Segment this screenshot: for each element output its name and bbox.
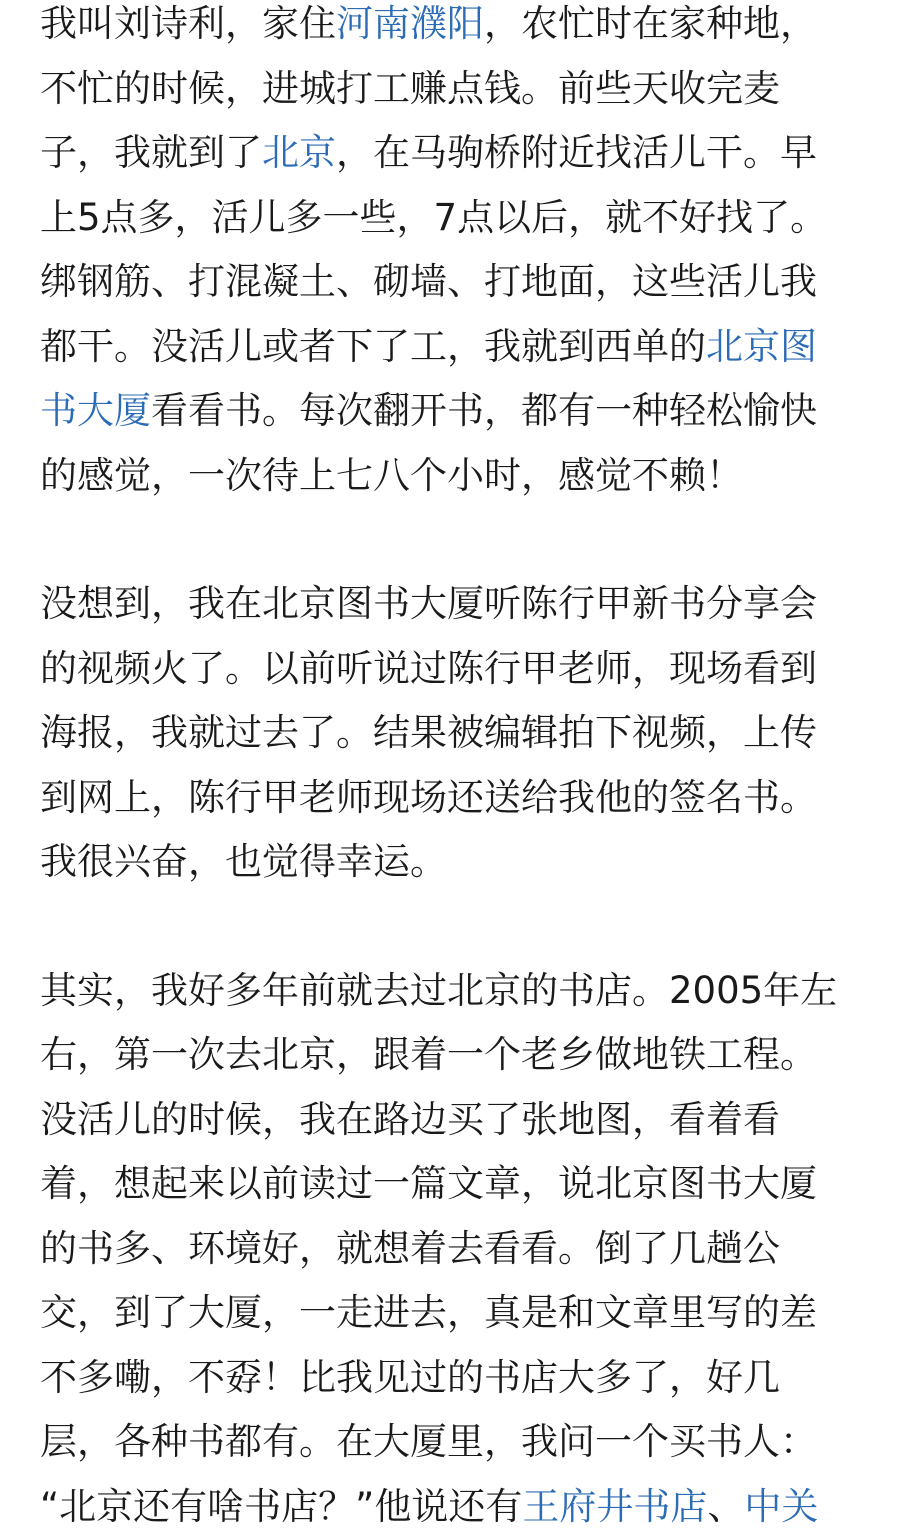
link-beijing-book-building[interactable]: 北京图 xyxy=(706,325,817,368)
text-span: 层，各种书都有。在大厦里，我问一个买书人： xyxy=(40,1420,817,1463)
link-wangfujing-bookstore[interactable]: 王府井书店 xyxy=(522,1485,707,1528)
text-line xyxy=(40,379,870,444)
text-span: 、 xyxy=(707,1485,744,1528)
text-span: 着，想起来以前读过一篇文章，说北京图书大厦 xyxy=(40,1162,817,1205)
text-line xyxy=(40,1088,870,1153)
text-line xyxy=(40,1217,870,1282)
paragraph-2 xyxy=(40,572,870,895)
text-span: 上5点多，活儿多一些，7点以后，就不好找了。 xyxy=(40,196,827,239)
text-span: 都干。没活儿或者下了工，我就到西单的 xyxy=(40,325,706,368)
link-henan-puyang[interactable]: 河南濮阳 xyxy=(336,2,484,45)
text-span: 绑钢筋、打混凝土、砌墙、打地面，这些活儿我 xyxy=(40,260,817,303)
text-span: 没活儿的时候，我在路边买了张地图，看着看 xyxy=(40,1098,780,1141)
text-line xyxy=(40,1281,870,1346)
text-span: 交，到了大厦，一走进去，真是和文章里写的差 xyxy=(40,1291,817,1334)
paragraph-gap xyxy=(40,895,870,959)
text-span: 的书多、环境好，就想着去看看。倒了几趟公 xyxy=(40,1227,780,1270)
text-span: 右，第一次去北京，跟着一个老乡做地铁工程。 xyxy=(40,1033,817,1076)
text-line xyxy=(40,572,870,637)
text-line xyxy=(40,57,870,122)
text-line xyxy=(40,1023,870,1088)
text-span: 不忙的时候，进城打工赚点钱。前些天收完麦 xyxy=(40,67,780,110)
link-beijing[interactable]: 北京 xyxy=(262,131,336,174)
text-span: 不多嘞，不孬！比我见过的书店大多了，好几 xyxy=(40,1356,780,1399)
text-span: 看看书。每次翻开书，都有一种轻松愉快 xyxy=(151,389,817,432)
link-zhongguan[interactable]: 中关 xyxy=(744,1485,818,1528)
text-span: 其实，我好多年前就去过北京的书店。2005年左 xyxy=(40,969,837,1012)
text-span: 的感觉，一次待上七八个小时，感觉不赖！ xyxy=(40,454,743,497)
text-line xyxy=(40,121,870,186)
text-line xyxy=(40,959,870,1024)
article-body xyxy=(40,0,870,1539)
paragraph-3 xyxy=(40,959,870,1539)
text-span: ，农忙时在家种地， xyxy=(484,2,817,45)
text-line xyxy=(40,701,870,766)
text-line xyxy=(40,1346,870,1411)
text-span: 我叫刘诗利，家住 xyxy=(40,2,336,45)
text-line xyxy=(40,766,870,831)
text-line xyxy=(40,637,870,702)
text-line xyxy=(40,250,870,315)
text-line xyxy=(40,1475,870,1539)
text-span: 到网上，陈行甲老师现场还送给我他的签名书。 xyxy=(40,776,817,819)
text-line xyxy=(40,0,870,57)
text-span: ，在马驹桥附近找活儿干。早 xyxy=(336,131,817,174)
text-span: 的视频火了。以前听说过陈行甲老师，现场看到 xyxy=(40,647,817,690)
text-line xyxy=(40,1152,870,1217)
text-line xyxy=(40,315,870,380)
text-line xyxy=(40,830,870,895)
text-line xyxy=(40,1410,870,1475)
paragraph-1 xyxy=(40,0,870,508)
text-span: 我很兴奋，也觉得幸运。 xyxy=(40,840,447,883)
text-span: “北京还有啥书店？”他说还有 xyxy=(40,1485,522,1528)
paragraph-gap xyxy=(40,508,870,572)
text-span: 海报，我就过去了。结果被编辑拍下视频，上传 xyxy=(40,711,817,754)
link-beijing-book-building[interactable]: 书大厦 xyxy=(40,389,151,432)
text-span: 没想到，我在北京图书大厦听陈行甲新书分享会 xyxy=(40,582,817,625)
text-line xyxy=(40,444,870,509)
text-line xyxy=(40,186,870,251)
text-span: 子，我就到了 xyxy=(40,131,262,174)
